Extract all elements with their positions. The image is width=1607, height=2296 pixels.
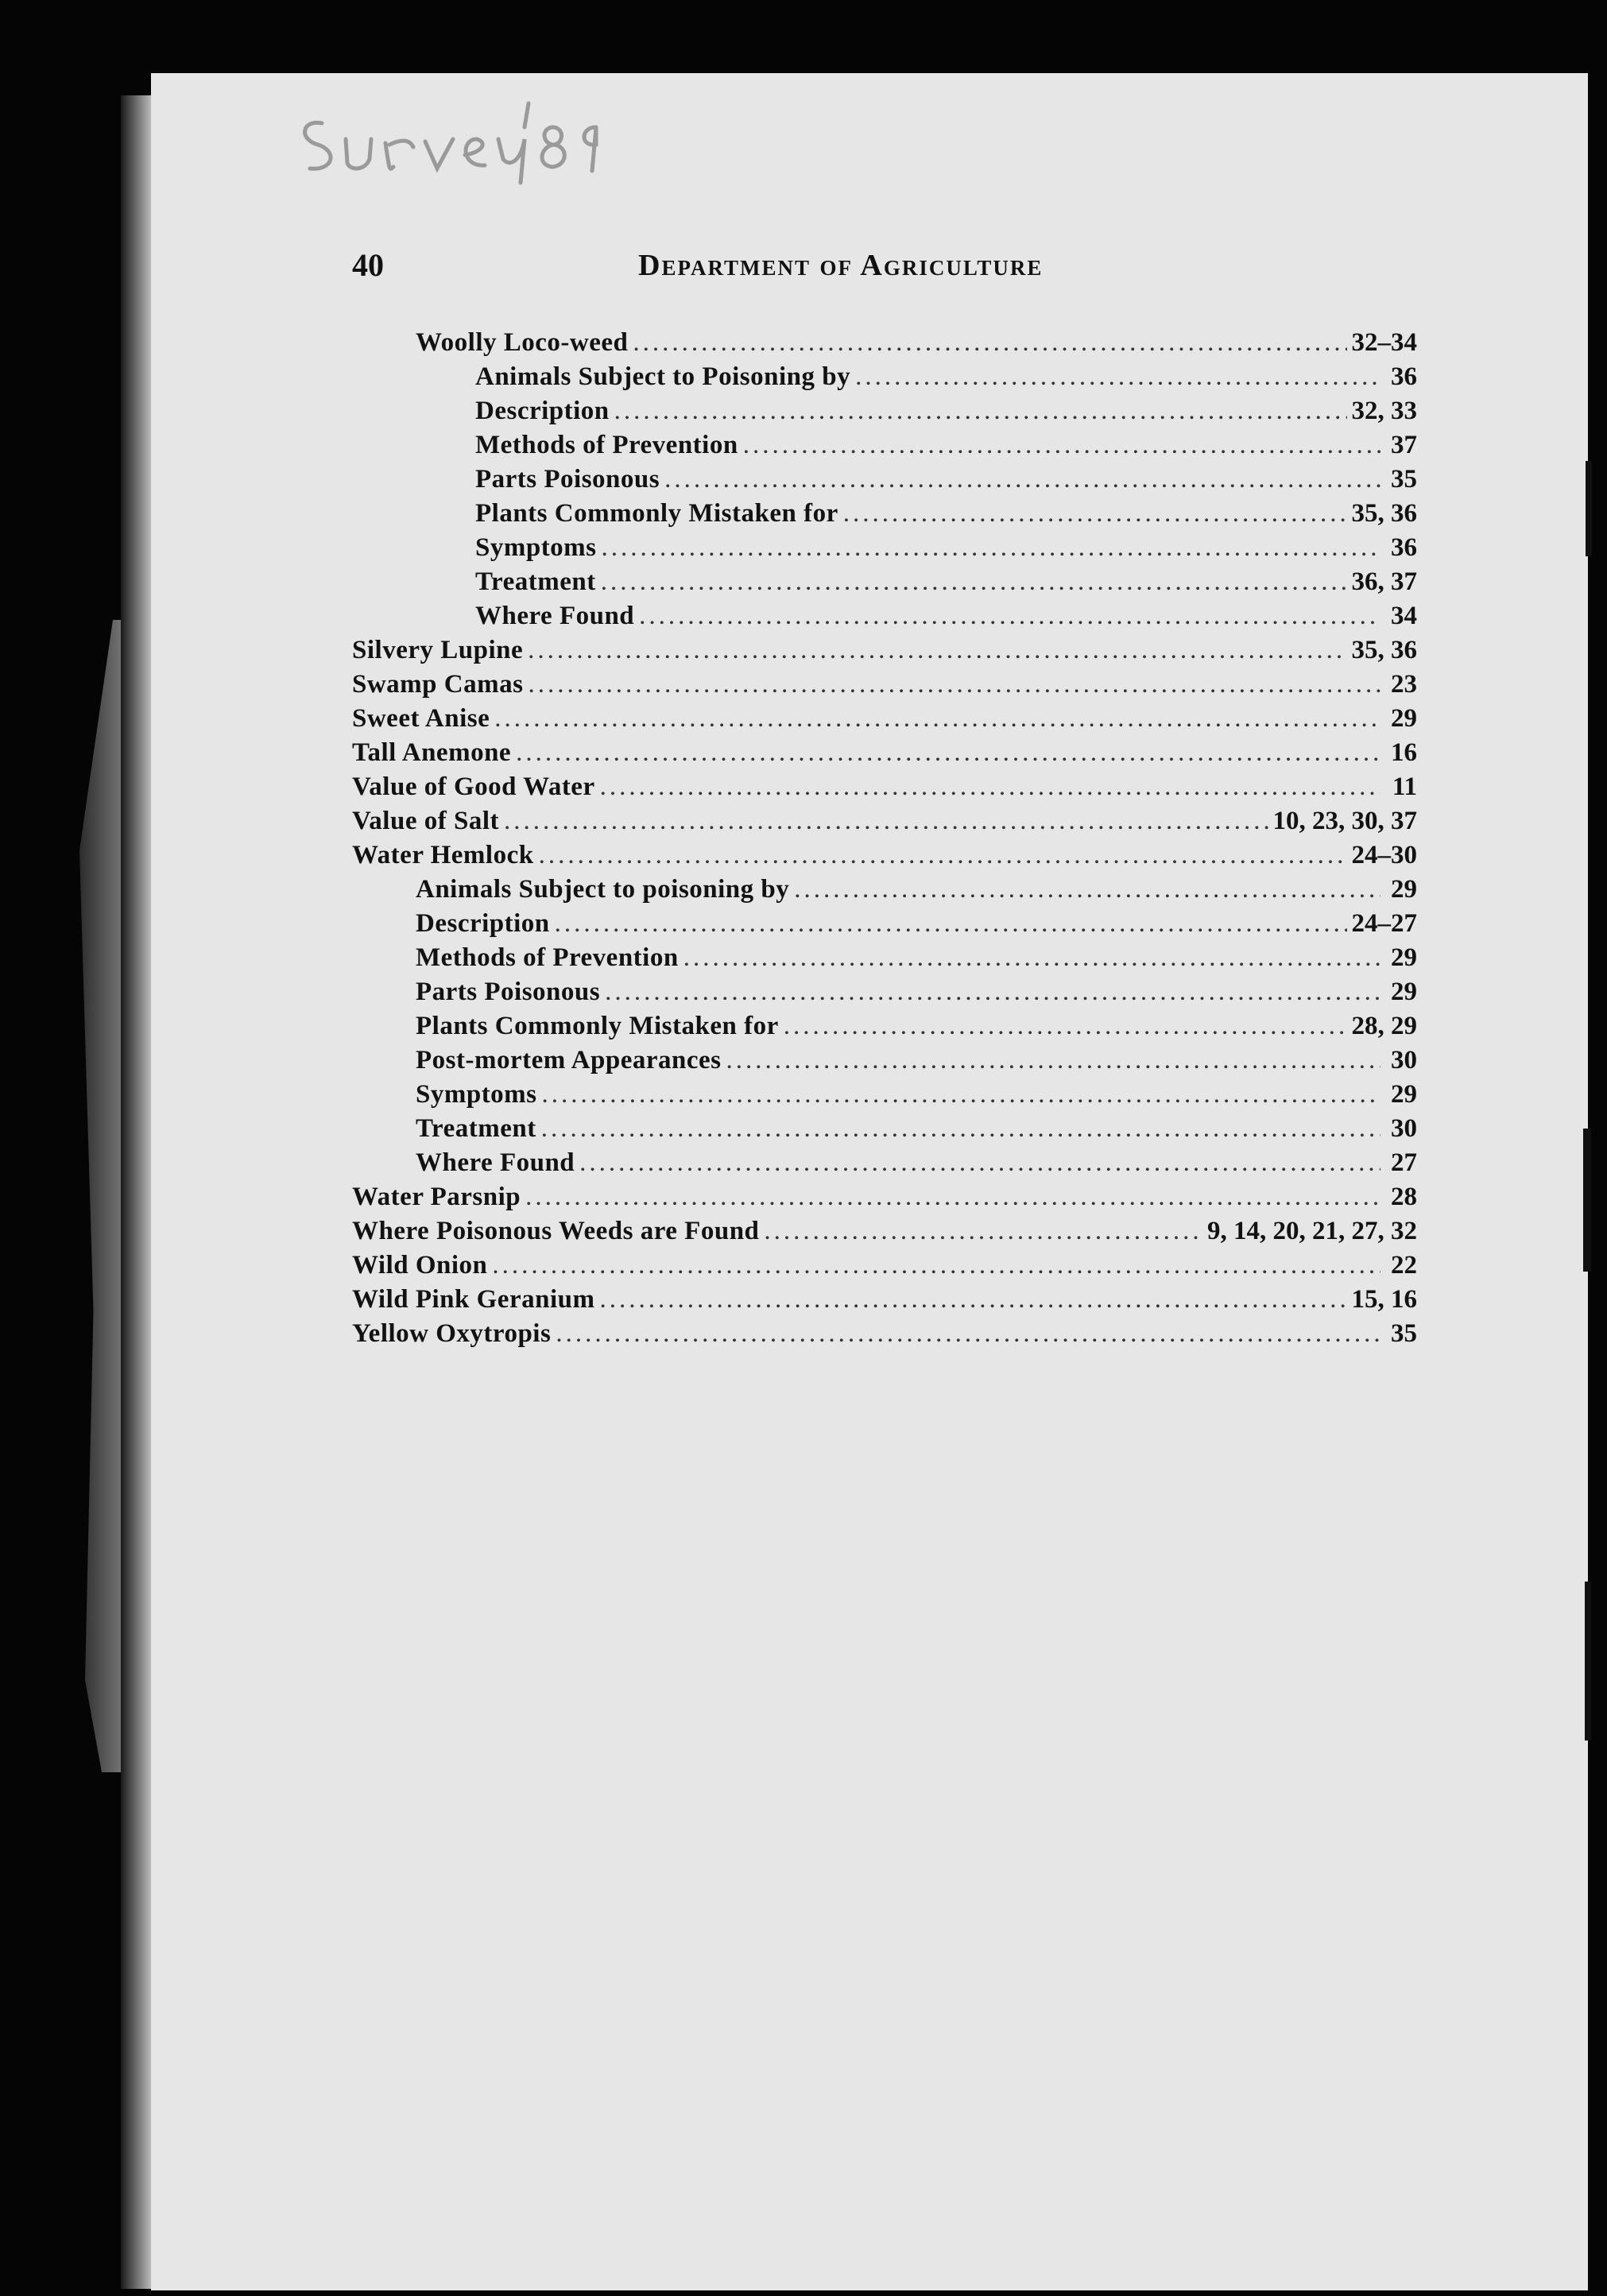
index-entry-pages: 24–30 — [1351, 841, 1417, 869]
index-entry-label: Woolly Loco-weed — [416, 328, 629, 357]
index-entry-pages: 29 — [1391, 875, 1417, 904]
index-entry-label: Post-mortem Appearances — [416, 1046, 722, 1074]
index-entry-label: Description — [416, 909, 550, 938]
index-entry — [352, 531, 1417, 565]
index-entry — [352, 1283, 1417, 1317]
index-entry-label: Symptoms — [475, 533, 597, 562]
dot-leader — [504, 804, 1268, 838]
index-entry-pages: 34 — [1391, 602, 1417, 630]
dot-leader — [602, 531, 1380, 565]
index-entry-pages: 36, 37 — [1351, 567, 1417, 596]
index-entry-pages: 24–27 — [1351, 909, 1417, 938]
index-entry-pages: 15, 16 — [1351, 1285, 1417, 1314]
index-entry — [352, 497, 1417, 531]
dot-leader — [516, 736, 1380, 770]
dot-leader — [541, 1112, 1380, 1146]
index-entry-label: Yellow Oxytropis — [352, 1319, 552, 1348]
index-entry — [352, 599, 1417, 633]
index-entry — [352, 907, 1417, 941]
handwritten-note-image — [290, 95, 624, 199]
index-entry — [352, 702, 1417, 736]
index-entry — [352, 668, 1417, 702]
index-entry — [352, 1009, 1417, 1043]
index-entry-pages: 29 — [1391, 978, 1417, 1006]
index-entry-label: Water Hemlock — [352, 841, 534, 869]
index-entry — [352, 1317, 1417, 1351]
dot-leader — [794, 873, 1380, 907]
index-entry-pages: 29 — [1391, 1080, 1417, 1109]
index-entry — [352, 394, 1417, 428]
index-entry-pages: 29 — [1391, 704, 1417, 733]
dot-leader — [528, 668, 1380, 702]
index-entry-pages: 35 — [1391, 465, 1417, 494]
index-entry-label: Tall Anemone — [352, 738, 512, 767]
index-entry-label: Swamp Camas — [352, 670, 524, 699]
index-entry-pages: 29 — [1391, 943, 1417, 972]
index-entry — [352, 1249, 1417, 1283]
index-entry — [352, 1078, 1417, 1112]
dot-leader — [784, 1009, 1347, 1043]
scan-artifact — [1586, 461, 1592, 556]
index-entry — [352, 975, 1417, 1009]
dot-leader — [579, 1146, 1380, 1180]
index-entry — [352, 1112, 1417, 1146]
dot-leader — [633, 326, 1346, 360]
dot-leader — [843, 497, 1347, 531]
scan-artifact — [1583, 1129, 1591, 1272]
index-entry-pages: 16 — [1391, 738, 1417, 767]
index-entry-pages: 28 — [1391, 1183, 1417, 1211]
index-entry-label: Treatment — [416, 1114, 536, 1143]
index-entry-label: Water Parsnip — [352, 1183, 521, 1211]
index-entry — [352, 770, 1417, 804]
index-entry-label: Sweet Anise — [352, 704, 490, 733]
index-entry — [352, 941, 1417, 975]
index-entry-pages: 32–34 — [1351, 328, 1417, 357]
page-number: 40 — [352, 247, 384, 283]
index-entry-label: Parts Poisonous — [475, 465, 660, 494]
index-entry — [352, 1146, 1417, 1180]
index-entry-label: Silvery Lupine — [352, 636, 524, 664]
dot-leader — [556, 1317, 1380, 1351]
dot-leader — [600, 770, 1380, 804]
dot-leader — [605, 975, 1380, 1009]
dot-leader — [601, 565, 1347, 599]
dot-leader — [683, 941, 1380, 975]
dot-leader — [528, 633, 1346, 668]
index-entry-label: Methods of Prevention — [416, 943, 679, 972]
index-entry — [352, 428, 1417, 463]
index-entry — [352, 565, 1417, 599]
scan-artifact — [1585, 1582, 1591, 1740]
dot-leader — [614, 394, 1347, 428]
index-entry-label: Wild Onion — [352, 1251, 488, 1280]
dot-leader — [639, 599, 1380, 633]
dot-leader — [743, 428, 1380, 463]
index-entry-pages: 27 — [1391, 1148, 1417, 1177]
index-entry-pages: 32, 33 — [1351, 397, 1417, 425]
index-entry-label: Value of Good Water — [352, 772, 595, 801]
index-entry-label: Methods of Prevention — [475, 431, 738, 459]
dot-leader — [539, 838, 1347, 873]
dot-leader — [599, 1283, 1346, 1317]
index-entry-pages: 10, 23, 30, 37 — [1272, 807, 1417, 835]
index-entry-pages: 35, 36 — [1351, 499, 1417, 528]
index-entry-pages: 35, 36 — [1351, 636, 1417, 664]
index-entry-label: Where Poisonous Weeds are Found — [352, 1217, 760, 1245]
index-entry — [352, 360, 1417, 394]
dot-leader — [525, 1180, 1380, 1214]
index-entry-label: Plants Commonly Mistaken for — [416, 1012, 779, 1040]
index-entry-label: Animals Subject to Poisoning by — [475, 362, 851, 391]
index-entry-label: Animals Subject to poisoning by — [416, 875, 790, 904]
index-entry — [352, 463, 1417, 497]
index-entry-pages: 30 — [1391, 1046, 1417, 1074]
index-entry-label: Description — [475, 397, 610, 425]
running-head: Department of Agriculture — [638, 249, 1044, 282]
page-header — [352, 246, 1425, 291]
index-list — [352, 326, 1417, 1351]
index-entry — [352, 633, 1417, 668]
index-entry-label: Where Found — [416, 1148, 575, 1177]
index-entry-label: Symptoms — [416, 1080, 537, 1109]
index-entry-pages: 35 — [1391, 1319, 1417, 1348]
index-entry — [352, 873, 1417, 907]
index-entry-pages: 37 — [1391, 431, 1417, 459]
dot-leader — [664, 463, 1380, 497]
index-entry-label: Plants Commonly Mistaken for — [475, 499, 838, 528]
dot-leader — [855, 360, 1380, 394]
dot-leader — [764, 1214, 1202, 1249]
index-entry-label: Value of Salt — [352, 807, 499, 835]
dot-leader — [492, 1249, 1380, 1283]
pencil-annotation — [290, 95, 624, 199]
index-entry — [352, 804, 1417, 838]
index-entry-pages: 36 — [1391, 362, 1417, 391]
index-entry-label: Where Found — [475, 602, 635, 630]
index-entry-label: Treatment — [475, 567, 596, 596]
index-entry — [352, 1214, 1417, 1249]
index-entry-label: Wild Pink Geranium — [352, 1285, 595, 1314]
index-entry-pages: 30 — [1391, 1114, 1417, 1143]
dot-leader — [494, 702, 1380, 736]
index-entry-pages: 11 — [1392, 772, 1417, 801]
index-entry — [352, 1043, 1417, 1078]
index-entry-label: Parts Poisonous — [416, 978, 601, 1006]
index-entry-pages: 22 — [1391, 1251, 1417, 1280]
index-entry — [352, 1180, 1417, 1214]
index-entry — [352, 838, 1417, 873]
index-entry-pages: 9, 14, 20, 21, 27, 32 — [1207, 1217, 1417, 1245]
index-entry-pages: 23 — [1391, 670, 1417, 699]
index-entry-pages: 36 — [1391, 533, 1417, 562]
dot-leader — [726, 1043, 1381, 1078]
dot-leader — [542, 1078, 1380, 1112]
index-entry — [352, 326, 1417, 360]
dot-leader — [555, 907, 1347, 941]
index-entry — [352, 736, 1417, 770]
index-entry-pages: 28, 29 — [1351, 1012, 1417, 1040]
